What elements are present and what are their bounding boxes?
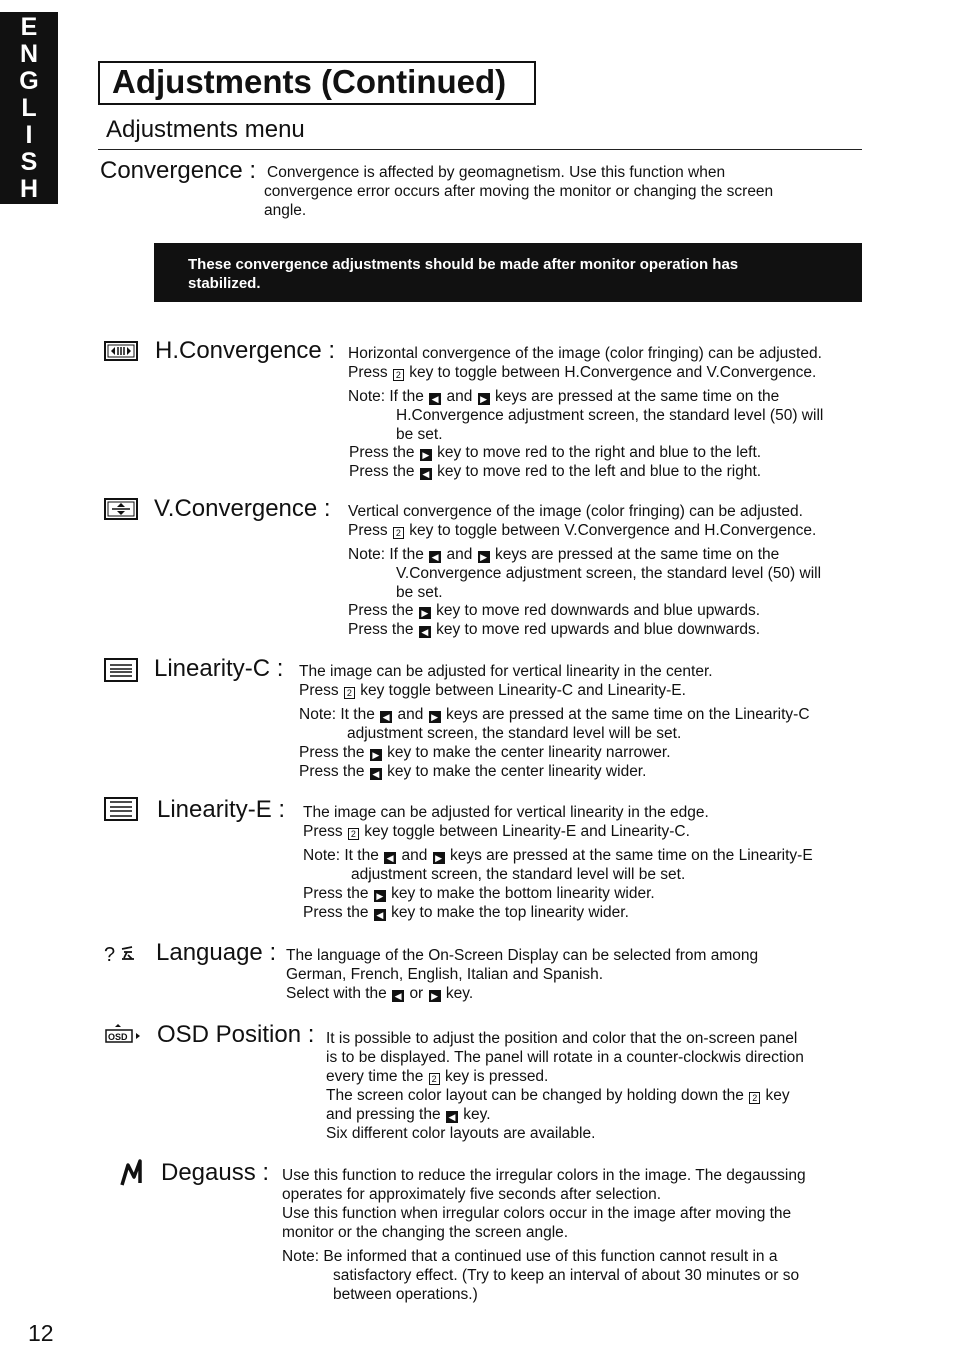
- left-key-icon: ◀: [419, 626, 431, 638]
- text: Note: It the: [299, 706, 375, 723]
- text: key.: [463, 1106, 491, 1123]
- linearity-c-icon: [104, 658, 138, 687]
- linearity-e-icon: [104, 797, 138, 826]
- degauss-desc: Use this function when irregular colors occur in the image after moving the: [282, 1205, 792, 1222]
- language-icon: [104, 943, 148, 970]
- linearity-e-press: [303, 822, 690, 841]
- text: Press the: [299, 763, 365, 780]
- tab-letter: L: [21, 93, 37, 122]
- page-number: 12: [28, 1320, 54, 1346]
- right-key-icon: ▶: [420, 449, 432, 461]
- text: Select with the: [286, 985, 387, 1002]
- language-desc: The language of the On-Screen Display can be selected from among: [286, 947, 759, 964]
- h-convergence-note-line: H.Convergence adjustment screen, the standard level (50) will: [396, 407, 824, 424]
- text: Press: [348, 522, 388, 539]
- text: key to move red upwards and blue downwards.: [436, 621, 761, 638]
- linearity-c-note-line: adjustment screen, the standard level will be set.: [347, 725, 682, 742]
- right-key-icon: ▶: [429, 711, 441, 723]
- text: Press: [303, 823, 343, 840]
- v-convergence-note-line: V.Convergence adjustment screen, the standard level (50) will: [396, 565, 822, 582]
- v-convergence-desc: Vertical convergence of the image (color fringing) can be adjusted.: [348, 503, 803, 520]
- degauss-desc: monitor or the changing the screen angle.: [282, 1224, 569, 1241]
- page-title: Adjustments (Continued): [112, 63, 507, 100]
- text: key.: [445, 985, 474, 1002]
- convergence-line: angle.: [264, 202, 307, 219]
- tab-letter: N: [19, 39, 39, 68]
- osd-position-desc: is to be displayed. The panel will rotate in a counter-clockwis direction: [326, 1049, 804, 1066]
- osd-position-line: [326, 1086, 790, 1105]
- v-convergence-right: [348, 601, 760, 620]
- left-key-icon: ◀: [429, 551, 441, 563]
- v-convergence-left: [348, 620, 760, 639]
- degauss-note: between operations.): [333, 1286, 478, 1303]
- key-2-icon: 2: [344, 687, 355, 699]
- text: key: [765, 1087, 790, 1104]
- h-convergence-note: [348, 387, 779, 406]
- convergence-heading: Convergence :: [100, 157, 257, 184]
- linearity-e-heading: Linearity-E :: [157, 796, 286, 823]
- tab-letter: G: [19, 66, 39, 95]
- linearity-c-left: [299, 762, 646, 781]
- right-key-icon: ▶: [419, 607, 431, 619]
- text: key to make the center linearity narrower.: [387, 744, 671, 761]
- notice-line: These convergence adjustments should be made after monitor operation has: [188, 256, 739, 273]
- text: keys are pressed at the same time on the: [494, 388, 780, 405]
- linearity-e-note: [303, 846, 813, 865]
- degauss-desc: Use this function to reduce the irregular colors in the image. The degaussing: [282, 1167, 806, 1184]
- text: key is pressed.: [444, 1068, 549, 1085]
- text: key to make the top linearity wider.: [391, 904, 629, 921]
- text: Note: If the: [348, 546, 424, 563]
- text: and: [446, 388, 473, 405]
- text: key to move red to the right and blue to the left.: [437, 444, 762, 461]
- text: key to toggle between H.Convergence and V.Convergence.: [409, 364, 817, 381]
- text: Press: [299, 682, 339, 699]
- osd-icon-label: OSD: [108, 1032, 128, 1042]
- tab-letter: I: [25, 120, 33, 149]
- tab-letter: H: [19, 174, 39, 203]
- linearity-c-note: [299, 705, 810, 724]
- degauss-note: satisfactory effect. (Try to keep an interval of about 30 minutes or so: [333, 1267, 800, 1284]
- text: keys are pressed at the same time on the Linearity-E: [449, 847, 813, 864]
- text: and: [397, 706, 424, 723]
- right-key-icon: ▶: [370, 749, 382, 761]
- h-convergence-right: [349, 443, 761, 462]
- linearity-e-left: [303, 903, 629, 922]
- language-desc: German, French, English, Italian and Spanish.: [286, 966, 604, 983]
- notice-line: stabilized.: [188, 275, 261, 292]
- linearity-c-heading: Linearity-C :: [154, 655, 284, 682]
- key-2-icon: 2: [429, 1073, 440, 1085]
- v-convergence-heading: V.Convergence :: [154, 495, 331, 522]
- section-subtitle: Adjustments menu: [106, 116, 305, 143]
- text: Press the: [299, 744, 365, 761]
- h-convergence-desc: Horizontal convergence of the image (color fringing) can be adjusted.: [348, 345, 822, 362]
- osd-position-heading: OSD Position :: [157, 1021, 315, 1048]
- key-2-icon: 2: [749, 1092, 760, 1104]
- osd-position-line: [326, 1105, 491, 1124]
- key-2-icon: 2: [393, 369, 404, 381]
- text: key to move red downwards and blue upwards.: [436, 602, 761, 619]
- text: Press the: [349, 463, 415, 480]
- text: Press the: [348, 621, 414, 638]
- degauss-icon: [118, 1157, 148, 1192]
- text: every time the: [326, 1068, 424, 1085]
- text: or: [409, 985, 424, 1002]
- right-key-icon: ▶: [374, 890, 386, 902]
- h-convergence-note-line: be set.: [396, 426, 443, 443]
- right-key-icon: ▶: [429, 990, 441, 1002]
- degauss-desc: operates for approximately five seconds after selection.: [282, 1186, 662, 1203]
- text: key to make the center linearity wider.: [387, 763, 647, 780]
- degauss-heading: Degauss :: [161, 1159, 270, 1186]
- right-key-icon: ▶: [433, 852, 445, 864]
- v-convergence-note: [348, 545, 779, 564]
- text: Press the: [349, 444, 415, 461]
- text: Press the: [303, 904, 369, 921]
- text: The screen color layout can be changed by holding down the: [326, 1087, 744, 1104]
- text: key toggle between Linearity-C and Linearity-E.: [360, 682, 686, 699]
- linearity-e-desc: The image can be adjusted for vertical linearity in the edge.: [303, 804, 709, 821]
- left-key-icon: ◀: [392, 990, 404, 1002]
- language-tab-english: [0, 12, 58, 204]
- text: Press: [348, 364, 388, 381]
- text: Note: It the: [303, 847, 379, 864]
- degauss-note: Note: Be informed that a continued use of this function cannot result in a: [282, 1248, 778, 1265]
- tab-letter: E: [20, 12, 38, 41]
- linearity-c-press: [299, 681, 686, 700]
- convergence-line: Convergence is affected by geomagnetism. Use this function when: [267, 164, 726, 181]
- convergence-line: convergence error occurs after moving the monitor or changing the screen: [264, 183, 774, 200]
- left-key-icon: ◀: [380, 711, 392, 723]
- language-select: [286, 984, 473, 1003]
- text: Press the: [348, 602, 414, 619]
- text: and: [446, 546, 473, 563]
- linearity-e-right: [303, 884, 655, 903]
- text: key toggle between Linearity-E and Linearity-C.: [364, 823, 690, 840]
- convergence-notice: [154, 243, 862, 302]
- text: keys are pressed at the same time on the: [494, 546, 780, 563]
- osd-position-desc: Six different color layouts are available.: [326, 1125, 596, 1142]
- h-convergence-left: [349, 462, 761, 481]
- language-heading: Language :: [156, 939, 277, 966]
- h-convergence-icon: [104, 341, 138, 366]
- text: Press the: [303, 885, 369, 902]
- v-convergence-note-line: be set.: [396, 584, 443, 601]
- key-2-icon: 2: [348, 828, 359, 840]
- v-convergence-icon: [104, 498, 138, 525]
- osd-position-line: [326, 1067, 548, 1086]
- text: keys are pressed at the same time on the Linearity-C: [445, 706, 810, 723]
- key-2-icon: 2: [393, 527, 404, 539]
- osd-position-icon: [104, 1023, 144, 1050]
- linearity-c-right: [299, 743, 671, 762]
- left-key-icon: ◀: [370, 768, 382, 780]
- text: key to make the bottom linearity wider.: [391, 885, 655, 902]
- osd-position-desc: It is possible to adjust the position and color that the on-screen panel: [326, 1030, 798, 1047]
- left-key-icon: ◀: [429, 393, 441, 405]
- text: Note: If the: [348, 388, 424, 405]
- linearity-c-desc: The image can be adjusted for vertical linearity in the center.: [299, 663, 713, 680]
- right-key-icon: ▶: [478, 393, 490, 405]
- h-convergence-heading: H.Convergence :: [155, 337, 336, 364]
- left-key-icon: ◀: [420, 468, 432, 480]
- tab-letter: S: [20, 147, 38, 176]
- left-key-icon: ◀: [446, 1111, 458, 1123]
- right-key-icon: ▶: [478, 551, 490, 563]
- h-convergence-press: [348, 363, 816, 382]
- v-convergence-press: [348, 521, 816, 540]
- left-key-icon: ◀: [374, 909, 386, 921]
- text: and pressing the: [326, 1106, 441, 1123]
- text: key to move red to the left and blue to the right.: [437, 463, 762, 480]
- left-key-icon: ◀: [384, 852, 396, 864]
- linearity-e-note-line: adjustment screen, the standard level will be set.: [351, 866, 686, 883]
- text: key to toggle between V.Convergence and H.Convergence.: [409, 522, 817, 539]
- text: and: [401, 847, 428, 864]
- divider: [98, 149, 862, 150]
- svg-text:?: ?: [104, 944, 116, 965]
